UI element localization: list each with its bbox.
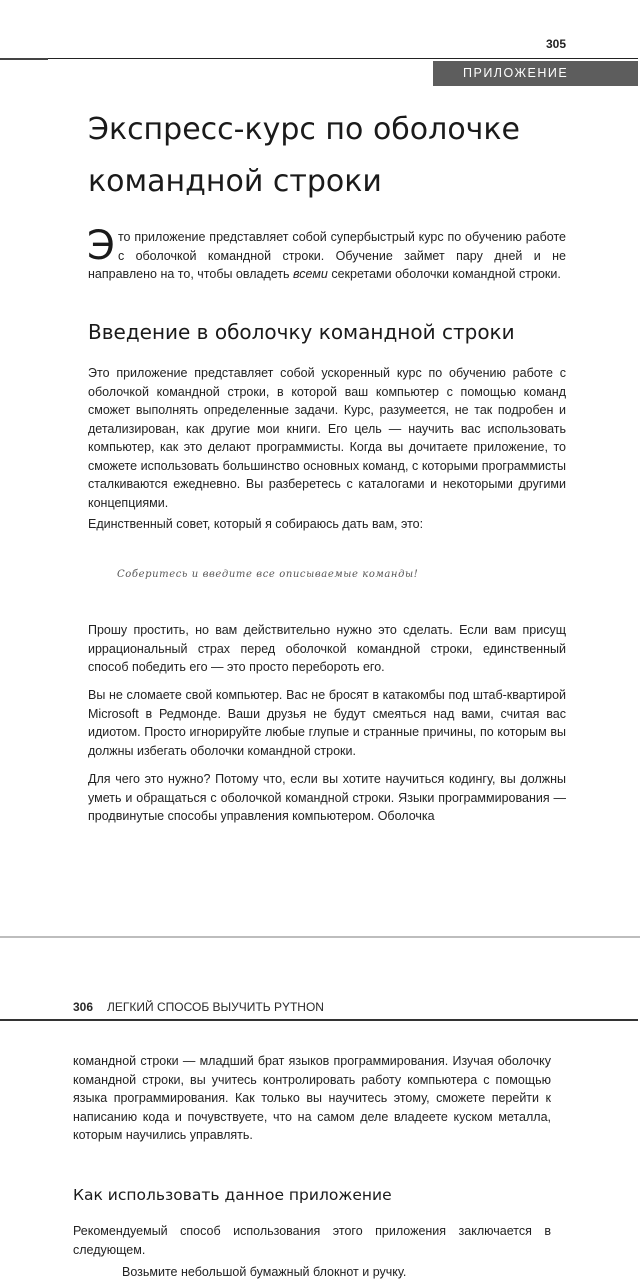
intro-paragraph — [87, 223, 566, 284]
paragraph-1: Это приложение представляет собой ускоренный курс по обучению работе с оболочкой командной строки, в которой ваш компьютер с помощью команд сможет выполнять определенные задачи. Курс, разумеется, не так подробен и детализирован, как другие мои книги. Его цель — научить вас использовать компьютер, как это делают программисты. Когда вы дочитаете приложение, то сможете использовать большинство основных команд, с которыми программисты сталкиваются ежедневно. Вы разберетесь с каталогами и некоторыми другими концепциями. — [88, 366, 566, 510]
section-heading: Введение в оболочку командной строки — [88, 320, 515, 344]
paragraph-3: Прошу простить, но вам действительно нужно это сделать. Если вам присущ иррациональный страх перед оболочкой командной строки, единственный способ победить его — это просто перебороть его. — [88, 623, 566, 674]
intro-text-before: то приложение представляет собой супербыстрый курс по обучению работе с оболочкой командной строки. Обучение займет пару дней и не направлено на то, чтобы овладеть — [88, 230, 566, 281]
header-rule-accent — [0, 58, 48, 60]
subsection-heading: Как использовать данное приложение — [73, 1186, 392, 1204]
paragraph-usage: Рекомендуемый способ использования этого приложения заключается в следующем. — [73, 1224, 551, 1257]
paragraph-2: Единственный совет, который я собираюсь дать вам, это: — [88, 517, 424, 531]
page-number-305: 305 — [546, 37, 567, 51]
dropcap: Э — [87, 223, 115, 269]
running-head-title: ЛЕГКИЙ СПОСОБ ВЫУЧИТЬ PYTHON — [107, 1000, 324, 1014]
cut-off-text: Возьмите небольшой бумажный блокнот и ручку. — [122, 1265, 407, 1279]
chapter-title: Экспресс-курс по оболочке командной строки — [88, 112, 520, 199]
page-number-306: 306 — [73, 1000, 94, 1014]
running-head-rule — [0, 1019, 638, 1021]
running-head — [73, 1000, 324, 1014]
intro-emphasis: всеми — [293, 267, 328, 281]
code-line: Соберитесь и введите все описываемые команды! — [117, 569, 419, 580]
paragraph-4: Вы не сломаете свой компьютер. Вас не бросят в катакомбы под штаб-квартирой Microsoft в Редмонде. Ваши друзья не будут смеяться над вами, считая вас идиотом. Просто игнорируйте любые глупые и странные причины, по которым вы должны избегать оболочки командной строки. — [88, 688, 566, 758]
paragraph-continued: командной строки — младший брат языков программирования. Изучая оболочку командной строки, вы учитесь контролировать работу компьютера с помощью языка программирования. Как только вы научитесь этому, сможете перейти к написанию кода и почувствуете, что на самом деле владеете куском металла, которым научились управлять. — [73, 1054, 551, 1142]
section-label: ПРИЛОЖЕНИЕ — [433, 61, 638, 86]
paragraph-5: Для чего это нужно? Потому что, если вы хотите научиться кодингу, вы должны уметь и обращаться с оболочкой командной строки. Языки программирования — продвинутые способы управления компьютером. Оболочка — [88, 772, 566, 823]
page-separator — [0, 936, 640, 938]
intro-text-after: секретами оболочки командной строки. — [327, 267, 561, 281]
cut-off-line — [122, 1265, 432, 1280]
header-rule — [0, 58, 638, 59]
